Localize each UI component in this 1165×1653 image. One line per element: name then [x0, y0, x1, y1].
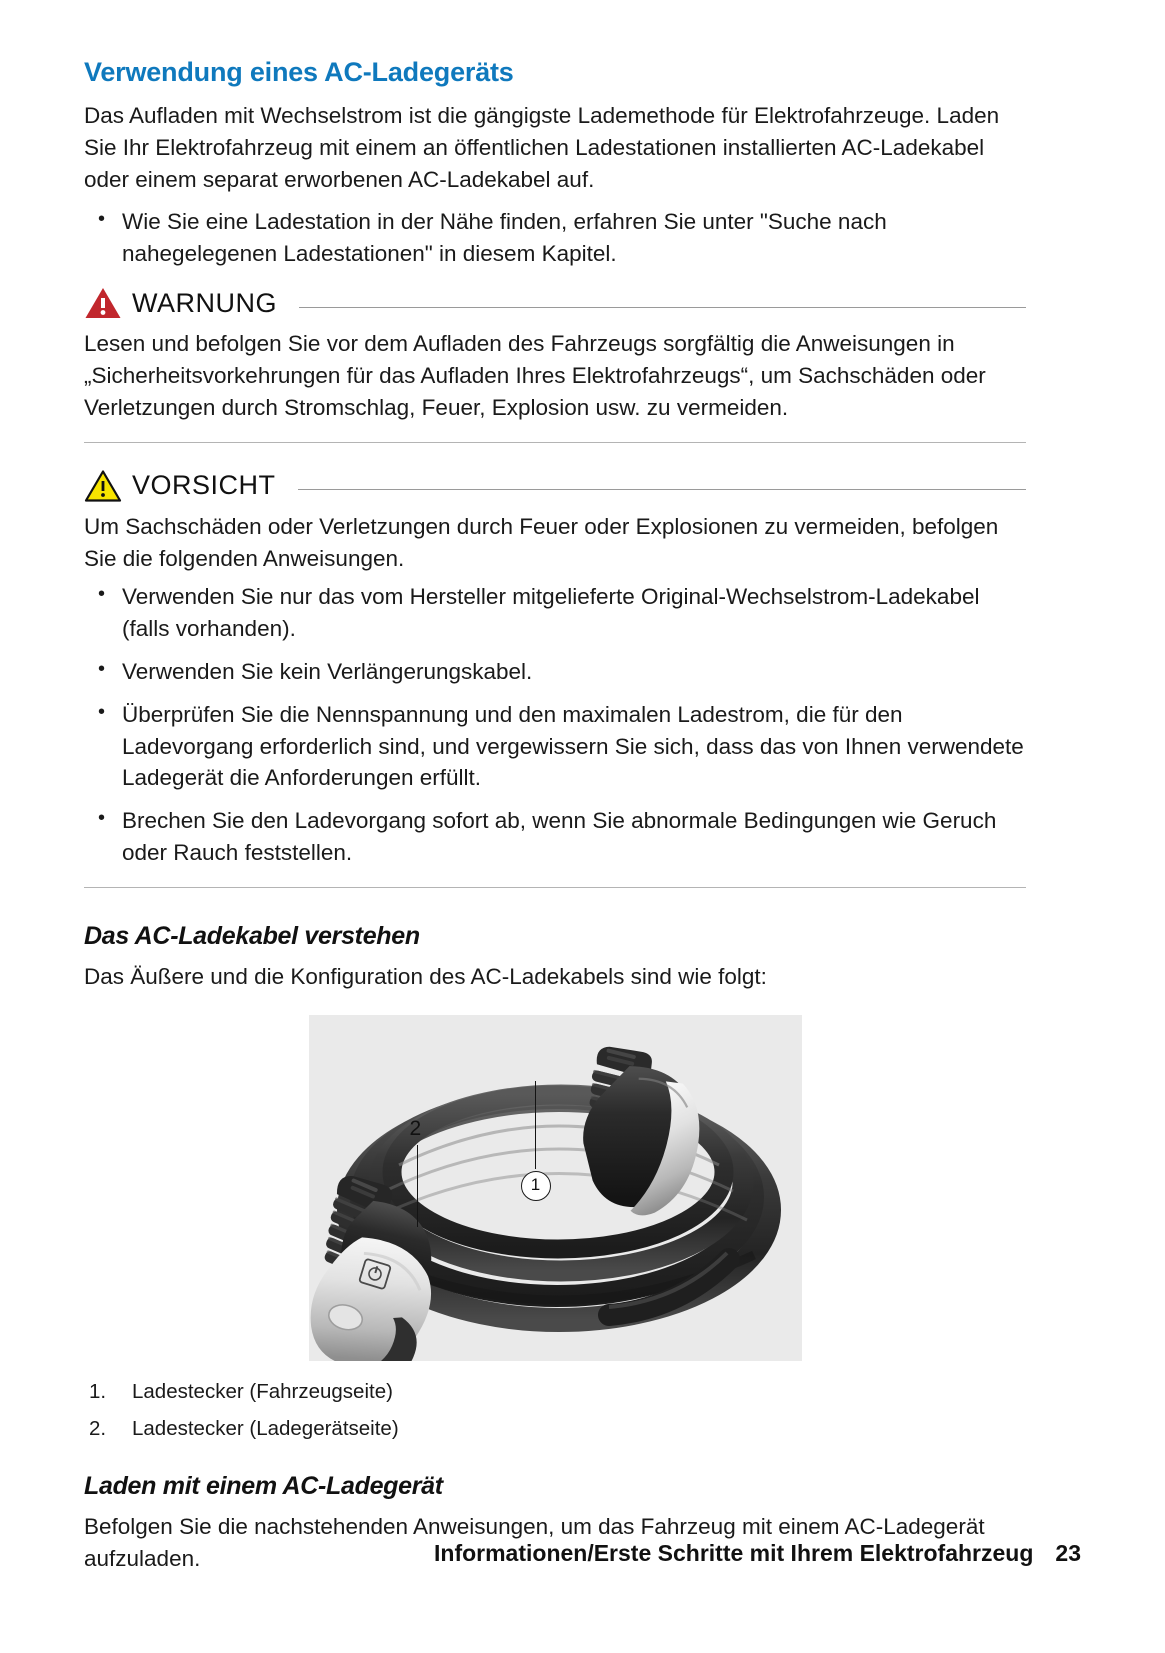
- caution-text: Um Sachschäden oder Verletzungen durch Feuer oder Explosionen zu vermeiden, befolgen Sie die folgenden Anweisungen.: [84, 513, 999, 571]
- cable-paragraph: Das Äußere und die Konfiguration des AC-Ladekabels sind wie folgt:: [84, 964, 767, 990]
- subsection-title-cable: Das AC-Ladekabel verstehen: [84, 922, 420, 951]
- divider-after-warning: [84, 442, 1026, 443]
- cable-figure: [309, 1015, 802, 1361]
- figure-container: [84, 1015, 1026, 1361]
- warning-label: WARNUNG: [132, 287, 277, 318]
- warning-triangle-icon: [84, 286, 122, 320]
- subsection-title-charging: Laden mit einem AC-Ladegerät: [84, 1471, 443, 1500]
- intro-paragraph: Das Aufladen mit Wechselstrom ist die gängigste Lademethode für Elektrofahrzeuge. Laden Sie Ihr Elektrofahrzeug mit einem an öffentlichen Ladestationen installierten AC-Ladekabel oder einem separat erworbenen AC-Ladekabel auf.: [84, 103, 1000, 193]
- legend-text: Ladestecker (Ladegerätseite): [132, 1416, 399, 1440]
- callout-1-leader: [535, 1081, 537, 1169]
- callout-2-leader: [417, 1145, 419, 1227]
- intro-bullet-list: [84, 206, 1026, 270]
- caution-body: [84, 511, 1026, 869]
- divider-after-caution: [84, 887, 1026, 888]
- footer-chapter: Informationen/Erste Schritte mit Ihrem Elektrofahrzeug: [434, 1540, 1034, 1566]
- legend-text: Ladestecker (Fahrzeugseite): [132, 1380, 393, 1404]
- caution-label: VORSICHT: [132, 470, 276, 501]
- list-item: • Verwenden Sie kein Verlängerungskabel.: [84, 656, 1026, 688]
- warning-text: Lesen und befolgen Sie vor dem Aufladen des Fahrzeugs sorgfältig die Anweisungen in „Sicherheitsvorkehrungen für das Aufladen Ihres Elektrofahrzeugs“, um Sachschäden oder Verletzungen durch Stromschlag, Feuer, Explosion usw. zu vermeiden.: [84, 331, 986, 420]
- warning-body: [84, 328, 1026, 424]
- warning-rule: [299, 307, 1026, 308]
- footer-page-number: 23: [1055, 1540, 1081, 1566]
- list-item: • Überprüfen Sie die Nennspannung und den maximalen Ladestrom, die für den Ladevorgang erforderlich sind, und vergewissern Sie sich, dass das von Ihnen verwendete Ladegerät die Anforderungen erfüllt.: [84, 699, 1026, 795]
- callout-1-number: 1: [521, 1171, 551, 1201]
- legend-number: 2.: [89, 1416, 107, 1440]
- warning-header: [84, 286, 1026, 320]
- charging-paragraph: Befolgen Sie die nachstehenden Anweisungen, um das Fahrzeug mit einem AC-Ladegerät aufzuladen.: [84, 1513, 985, 1571]
- page-content: [84, 56, 1026, 1585]
- legend-number: 1.: [89, 1380, 107, 1404]
- list-item: [84, 1377, 1026, 1407]
- caution-rule: [298, 489, 1026, 490]
- charging-cable-illustration: [309, 1015, 802, 1361]
- callout-2-number: 2: [409, 1117, 422, 1141]
- list-item: • Wie Sie eine Ladestation in der Nähe finden, erfahren Sie unter "Suche nach nahegelegenen Ladestationen" in diesem Kapitel.: [84, 206, 1026, 270]
- figure-legend-list: [84, 1377, 1026, 1443]
- list-item: • Verwenden Sie nur das vom Hersteller mitgelieferte Original-Wechselstrom-Ladekabel (falls vorhanden).: [84, 581, 1026, 645]
- caution-header: [84, 469, 1026, 503]
- caution-triangle-icon: [84, 469, 122, 503]
- list-item: [84, 1414, 1026, 1444]
- list-item: • Brechen Sie den Ladevorgang sofort ab, wenn Sie abnormale Bedingungen wie Geruch oder Rauch feststellen.: [84, 805, 1026, 869]
- caution-admonition: [84, 469, 1026, 869]
- warning-admonition: [84, 286, 1026, 424]
- caution-bullet-list: [84, 581, 1026, 870]
- page-title: Verwendung eines AC-Ladegeräts: [84, 57, 514, 87]
- page-footer: [84, 1540, 1081, 1567]
